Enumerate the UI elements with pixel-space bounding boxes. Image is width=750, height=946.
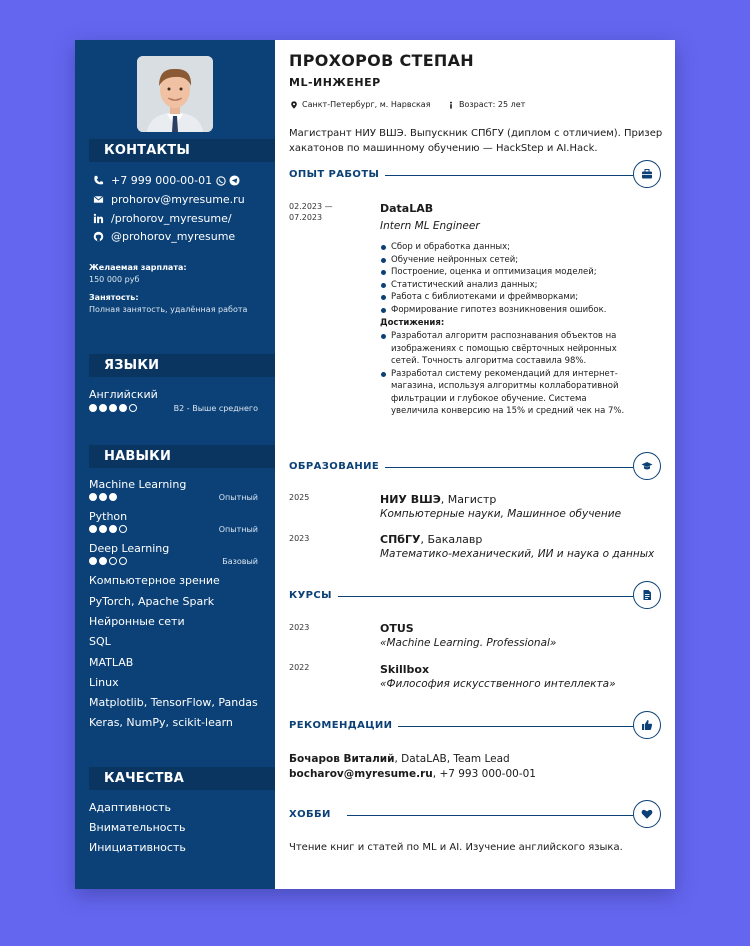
course-year: 2023 xyxy=(289,623,310,632)
divider xyxy=(337,596,633,597)
course-year: 2022 xyxy=(289,663,310,672)
job-title: ML-ИНЖЕНЕР xyxy=(289,76,381,89)
list-item: Обучение нейронных сетей; xyxy=(380,254,635,267)
recommendations-section-header xyxy=(289,711,661,741)
salary-label: Желаемая зарплата: xyxy=(89,263,187,272)
github-line[interactable] xyxy=(93,230,235,243)
rating-dot-filled xyxy=(99,557,107,565)
rating-dot-empty xyxy=(109,557,117,565)
course-name: «Философия искусственного интеллекта» xyxy=(380,678,616,690)
email-text: prohorov@myresume.ru xyxy=(111,193,245,206)
education-field: Математико-механический, ИИ и наука о данных xyxy=(380,548,655,560)
recommendations-heading: РЕКОМЕНДАЦИИ xyxy=(289,720,398,731)
rating-dot-filled xyxy=(89,525,97,533)
skill-rating xyxy=(89,493,117,501)
recommender-email[interactable]: bocharov@myresume.ru xyxy=(289,768,433,780)
skill-name: Python xyxy=(89,510,128,523)
github-text: @prohorov_myresume xyxy=(111,230,236,243)
course-org: Skillbox xyxy=(380,663,430,676)
telegram-icon[interactable] xyxy=(229,175,240,186)
rating-dot-empty xyxy=(119,525,127,533)
list-item: Разработал алгоритм распознавания объектов на изображениях с помощью свёрточных нейронных сетей. Точность алгоритма составила 98%. xyxy=(380,330,635,368)
document-icon xyxy=(633,581,661,609)
hobbies-section-header xyxy=(289,800,661,830)
skill-name: Machine Learning xyxy=(89,478,187,491)
education-school xyxy=(380,493,496,506)
course-org: OTUS xyxy=(380,622,414,635)
rating-dot-empty xyxy=(119,557,127,565)
skill-item: SQL xyxy=(89,635,111,648)
achievements-list xyxy=(380,330,635,418)
profile-photo xyxy=(137,56,213,132)
language-level: B2 - Выше среднего xyxy=(173,404,258,413)
school-name: НИУ ВШЭ xyxy=(380,493,441,506)
degree: , Бакалавр xyxy=(420,533,483,546)
contacts-heading: КОНТАКТЫ xyxy=(89,139,275,162)
age-text: Возраст: 25 лет xyxy=(459,100,526,109)
education-field: Компьютерные науки, Машинное обучение xyxy=(380,508,622,520)
linkedin-line[interactable] xyxy=(93,212,232,225)
sidebar xyxy=(75,40,275,889)
skill-item: PyTorch, Apache Spark xyxy=(89,595,215,608)
info-icon xyxy=(447,101,455,109)
list-item: Формирование гипотез возникновения ошибок. xyxy=(380,304,635,317)
experience-dates: 02.2023 — 07.2023 xyxy=(289,202,333,222)
skill-rating xyxy=(89,557,127,565)
hobbies-text: Чтение книг и статей по ML и AI. Изучение английского языка. xyxy=(289,842,623,853)
employment-label: Занятость: xyxy=(89,293,139,302)
education-year: 2023 xyxy=(289,534,310,543)
experience-position: Intern ML Engineer xyxy=(380,220,480,232)
experience-section-header xyxy=(289,160,661,190)
phone-text: +7 999 000-00-01 xyxy=(111,174,213,187)
courses-section-header xyxy=(289,581,661,611)
divider xyxy=(394,726,633,727)
employment-value: Полная занятость, удалённая работа xyxy=(89,305,248,314)
course-name: «Machine Learning. Professional» xyxy=(380,637,557,649)
school-name: СПбГУ xyxy=(380,533,421,546)
language-rating xyxy=(89,404,137,412)
list-item: Статистический анализ данных; xyxy=(380,279,635,292)
duties-list xyxy=(380,241,635,316)
language-name: Английский xyxy=(89,388,158,401)
recommender-contacts xyxy=(289,768,536,780)
main-content xyxy=(275,40,675,889)
quality-item: Инициативность xyxy=(89,841,186,854)
resume-sheet xyxy=(75,40,675,889)
skill-level: Базовый xyxy=(222,557,258,566)
whatsapp-icon[interactable] xyxy=(216,176,226,186)
achievements-heading: Достижения: xyxy=(380,318,445,328)
linkedin-text: /prohorov_myresume/ xyxy=(111,212,232,225)
linkedin-icon xyxy=(93,213,104,224)
github-icon xyxy=(93,231,104,242)
skill-item: Нейронные сети xyxy=(89,615,185,628)
skill-item: Компьютерное зрение xyxy=(89,574,220,587)
list-item: Разработал систему рекомендаций для интернет-магазина, используя алгоритмы коллаборативной фильтрации и глубокое обучение. Система увеличила конверсию на 15% и средний чек на 7%. xyxy=(380,368,635,418)
languages-heading: ЯЗЫКИ xyxy=(89,354,275,377)
rating-dot-filled xyxy=(89,493,97,501)
rating-dot-filled xyxy=(89,557,97,565)
education-school xyxy=(380,533,482,546)
envelope-icon xyxy=(93,194,104,205)
list-item: Построение, оценка и оптимизация моделей; xyxy=(380,266,635,279)
phone-line[interactable] xyxy=(93,174,240,187)
graduation-cap-icon xyxy=(633,452,661,480)
rating-dot-filled xyxy=(99,525,107,533)
rating-dot-filled xyxy=(119,404,127,412)
experience-company: DataLAB xyxy=(380,202,434,215)
qualities-heading: КАЧЕСТВА xyxy=(89,767,275,790)
skill-name: Deep Learning xyxy=(89,542,170,555)
divider xyxy=(347,815,633,816)
skill-rating xyxy=(89,525,127,533)
rating-dot-filled xyxy=(109,404,117,412)
briefcase-icon xyxy=(633,160,661,188)
thumbs-up-icon xyxy=(633,711,661,739)
skill-level: Опытный xyxy=(218,525,258,534)
skill-item: Matplotlib, TensorFlow, Pandas xyxy=(89,696,258,709)
quality-item: Адаптивность xyxy=(89,801,171,814)
list-item: Сбор и обработка данных; xyxy=(380,241,635,254)
rating-dot-empty xyxy=(129,404,137,412)
recommender xyxy=(289,753,510,765)
skill-item: Linux xyxy=(89,676,119,689)
recommender-phone: , +7 993 000-00-01 xyxy=(432,768,536,780)
divider xyxy=(369,175,633,176)
rating-dot-filled xyxy=(109,493,117,501)
education-section-header xyxy=(289,452,661,482)
rating-dot-filled xyxy=(89,404,97,412)
rating-dot-filled xyxy=(109,525,117,533)
email-line[interactable] xyxy=(93,193,245,206)
heart-icon xyxy=(633,800,661,828)
quality-item: Внимательность xyxy=(89,821,186,834)
skill-level: Опытный xyxy=(218,493,258,502)
courses-heading: КУРСЫ xyxy=(289,590,338,601)
skill-item: MATLAB xyxy=(89,656,134,669)
education-heading: ОБРАЗОВАНИЕ xyxy=(289,461,385,472)
location-pin-icon xyxy=(290,101,298,109)
skills-heading: НАВЫКИ xyxy=(89,445,275,468)
location-text: Санкт-Петербург, м. Нарвская xyxy=(302,100,431,109)
education-year: 2025 xyxy=(289,493,310,502)
rating-dot-filled xyxy=(99,493,107,501)
experience-heading: ОПЫТ РАБОТЫ xyxy=(289,169,385,180)
summary: Магистрант НИУ ВШЭ. Выпускник СПбГУ (диплом с отличием). Призер хакатонов по машинному обучению — HackStep и AI.Hack. xyxy=(289,128,663,154)
location xyxy=(290,100,431,109)
hobbies-heading: ХОББИ xyxy=(289,809,337,820)
age xyxy=(447,100,525,109)
skill-item: Keras, NumPy, scikit-learn xyxy=(89,716,233,729)
salary-value: 150 000 руб xyxy=(89,275,140,284)
recommender-position: , DataLAB, Team Lead xyxy=(394,753,510,765)
recommender-name: Бочаров Виталий xyxy=(289,753,395,765)
divider xyxy=(382,467,633,468)
degree: , Магистр xyxy=(440,493,497,506)
rating-dot-filled xyxy=(99,404,107,412)
list-item: Работа с библиотеками и фреймворками; xyxy=(380,291,635,304)
full-name: ПРОХОРОВ СТЕПАН xyxy=(289,51,474,70)
phone-icon xyxy=(93,175,104,186)
